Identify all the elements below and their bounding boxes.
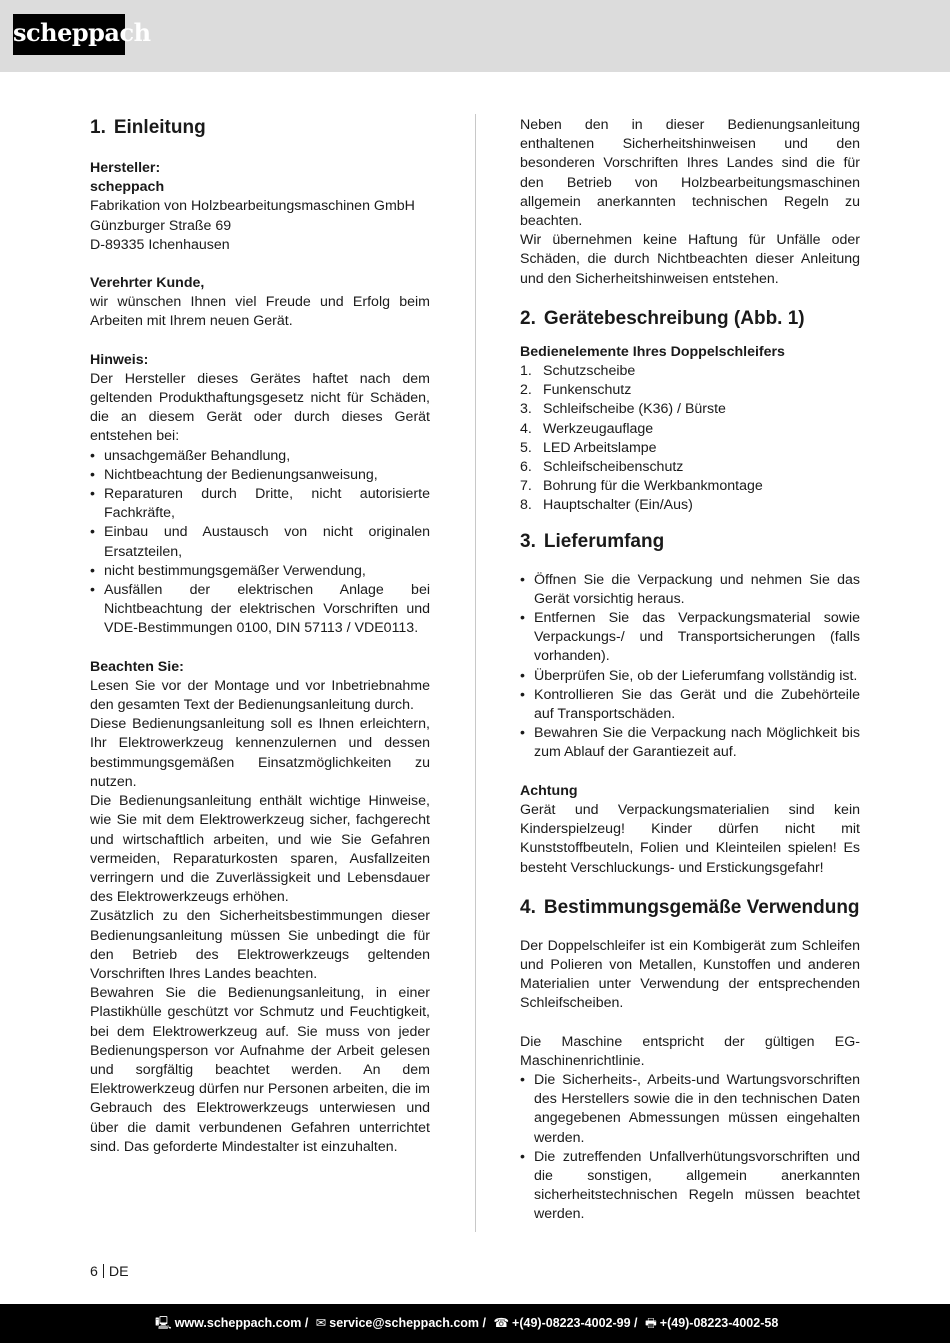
list-item: • Öffnen Sie die Verpackung und nehmen Sie das Gerät vorsichtig heraus.: [520, 571, 860, 609]
left-column: [90, 116, 430, 1157]
list-item: • Bewahren Sie die Verpackung nach Möglichkeit bis zum Ablauf der Garantiezeit auf.: [520, 724, 860, 762]
kunde-text: wir wünschen Ihnen viel Freude und Erfolg beim Arbeiten mit Ihrem neuen Gerät.: [90, 294, 430, 330]
address-line: D-89335 Ichenhausen: [90, 236, 230, 253]
list-item: 1. Schutzscheibe: [520, 363, 636, 380]
computer-icon: 🖳: [155, 1316, 172, 1330]
hinweis-list: [90, 447, 430, 639]
beachten-paragraph: Bewahren Sie die Bedienungsanleitung, in einer Plastikhülle geschützt vor Schmutz und Feuchtigkeit, bei dem Elektrowerkzeug auf. Sie muss von jeder Bedienungsperson vor Aufnahme der Arbeit gelesen und sorgfältig beachtet werden. An dem Elektrowerkzeug dürfen nur Personen arbeiten, die im Gebrauch des Elektrowerkzeugs unterwiesen und über die damit verbundenen Gefahren unterrichtet sind. Das geforderte Mindestalter ist einzuhalten.: [90, 985, 430, 1155]
language-code: DE: [108, 1264, 129, 1280]
section-1-heading: 1. Einleitung: [90, 117, 206, 138]
right-column: [520, 116, 860, 1225]
hersteller-label: Hersteller:: [90, 160, 161, 176]
list-item: • nicht bestimmungsgemäßer Verwendung,: [90, 562, 430, 581]
scheppach-logo: scheppach: [13, 14, 125, 55]
list-item: • Kontrollieren Sie das Gerät und die Zubehörteile auf Transportschäden.: [520, 686, 860, 724]
list-item: 2. Funkenschutz: [520, 382, 632, 399]
section-2-heading: 2. Gerätebeschreibung (Abb. 1): [520, 307, 805, 329]
list-item: 6. Schleifscheibenschutz: [520, 459, 684, 476]
controls-list: [520, 362, 860, 516]
list-item: 4. Werkzeugauflage: [520, 420, 654, 437]
intro-paragraph: Wir übernehmen keine Haftung für Unfälle oder Schäden, die durch Nichtbeachten dieser Anleitung und den Sicherheitshinweisen entstehen.: [520, 232, 860, 287]
list-item: • Entfernen Sie das Verpackungsmaterial sowie Verpackungs-/ und Transportsicherungen (falls vorhanden).: [520, 609, 860, 667]
address-line: Fabrikation von Holzbearbeitungsmaschinen GmbH: [90, 198, 415, 215]
beachten-label: Beachten Sie:: [90, 658, 184, 675]
contact-bar: [0, 1304, 950, 1343]
address-line: Günzburger Straße 69: [90, 217, 232, 234]
hinweis-label: Hinweis:: [90, 351, 149, 368]
beachten-paragraph: Diese Bedienungsanleitung soll es Ihnen erleichtern, Ihr Elektrowerkzeug kennenzulernen und dessen bestimmungsgemäßen Einsatzmöglichkeiten zu nutzen.: [90, 716, 430, 790]
beachten-paragraph: Lesen Sie vor der Montage und vor Inbetriebnahme den gesamten Text der Bedienungsanleitung durch.: [90, 677, 430, 714]
separator: [103, 1264, 104, 1278]
phone-number: +(49)-08223-4002-99 /: [512, 1316, 638, 1330]
section-4-paragraph: Der Doppelschleifer ist ein Kombigerät zum Schleifen und Polieren von Metallen, Kunstoffen und anderen Materialien unter Verwendung der entsprechenden Schleifscheiben.: [520, 937, 860, 1012]
list-item: • Ausfällen der elektrischen Anlage bei Nichtbeachtung der elektrischen Vorschriften und VDE-Bestimmungen 0100, DIN 57113 / VDE0113.: [90, 581, 430, 639]
achtung-label: Achtung: [520, 782, 578, 799]
list-item: • Einbau und Austausch von nicht originalen Ersatzteilen,: [90, 523, 430, 561]
list-item: 8. Hauptschalter (Ein/Aus): [520, 497, 693, 514]
list-item: 5. LED Arbeitslampe: [520, 439, 657, 456]
list-item: 3. Schleifscheibe (K36) / Bürste: [520, 401, 726, 418]
email-icon: ✉: [315, 1316, 327, 1330]
list-item: • Die Sicherheits-, Arbeits-und Wartungsvorschriften des Herstellers sowie die in den technischen Daten angegebenen Abmessungen müssen eingehalten werden.: [520, 1071, 860, 1148]
verwendung-list: [520, 1071, 860, 1225]
list-item: 7. Bohrung für die Werkbankmontage: [520, 478, 763, 495]
beachten-paragraph: Die Bedienungsanleitung enthält wichtige Hinweise, wie Sie mit dem Elektrowerkzeug sicher, fachgerecht und wirtschaftlich arbeiten, und wie Sie Gefahren vermeiden, Reparaturkosten sparen, Ausfallzeiten verringern und die Zuverlässigkeit und Lebensdauer des Elektrowerkzeugs erhöhen.: [90, 793, 430, 906]
intro-paragraph: Neben den in dieser Bedienungsanleitung enthaltenen Sicherheitshinweisen und den besonderen Vorschriften Ihres Landes sind die für den Betrieb von Holzbearbeitungsmaschinen allgemein anerkannten technischen Regeln zu beachten.: [520, 117, 860, 230]
lieferumfang-list: [520, 571, 860, 763]
email-link[interactable]: service@scheppach.com /: [329, 1316, 486, 1330]
hersteller-name: scheppach: [90, 179, 165, 196]
header-bar: [0, 0, 950, 72]
kunde-label: Verehrter Kunde,: [90, 275, 205, 292]
website-link[interactable]: www.scheppach.com /: [174, 1316, 309, 1330]
section-3-heading: 3. Lieferumfang: [520, 530, 665, 552]
column-divider: [475, 114, 476, 1232]
page-number: 6: [90, 1264, 98, 1280]
list-item: • unsachgemäßer Behandlung,: [90, 447, 430, 466]
fax-number: +(49)-08223-4002-58: [659, 1316, 779, 1330]
fax-icon: 🖶: [644, 1316, 657, 1330]
phone-icon: ☎: [493, 1316, 510, 1330]
list-item: • Nichtbeachtung der Bedienungsanweisung,: [90, 466, 430, 485]
section-2-subtitle: Bedienelemente Ihres Doppelschleifers: [520, 343, 785, 360]
section-4-paragraph: Die Maschine entspricht der gültigen EG-Maschinenrichtlinie.: [520, 1033, 860, 1069]
hinweis-text: Der Hersteller dieses Gerätes haftet nach dem geltenden Produkthaftungsgesetz nicht für Schäden, die an diesem Gerät oder durch dieses Gerät entstehen bei:: [90, 370, 430, 445]
list-item: • Reparaturen durch Dritte, nicht autorisierte Fachkräfte,: [90, 485, 430, 523]
section-4-heading: 4. Bestimmungsgemäße Verwendung: [520, 896, 860, 918]
beachten-paragraph: Zusätzlich zu den Sicherheitsbestimmungen dieser Bedienungsanleitung müssen Sie unbedingt die für den Betrieb des Elektrowerkzeugs geltenden Vorschriften Ihres Landes beachten.: [90, 908, 430, 982]
page-footer: [90, 1264, 129, 1280]
list-item: • Überprüfen Sie, ob der Lieferumfang vollständig ist.: [520, 667, 860, 686]
achtung-text: Gerät und Verpackungsmaterialien sind kein Kinderspielzeug! Kinder dürfen nicht mit Kunststoffbeuteln, Folien und Kleinteilen spielen! Es besteht Verschluckungs- und Erstickungsgefahr!: [520, 801, 860, 876]
list-item: • Die zutreffenden Unfallverhütungsvorschriften und die sonstigen, allgemein anerkannten sicherheitstechnischen Regeln müssen beachtet werden.: [520, 1148, 860, 1225]
